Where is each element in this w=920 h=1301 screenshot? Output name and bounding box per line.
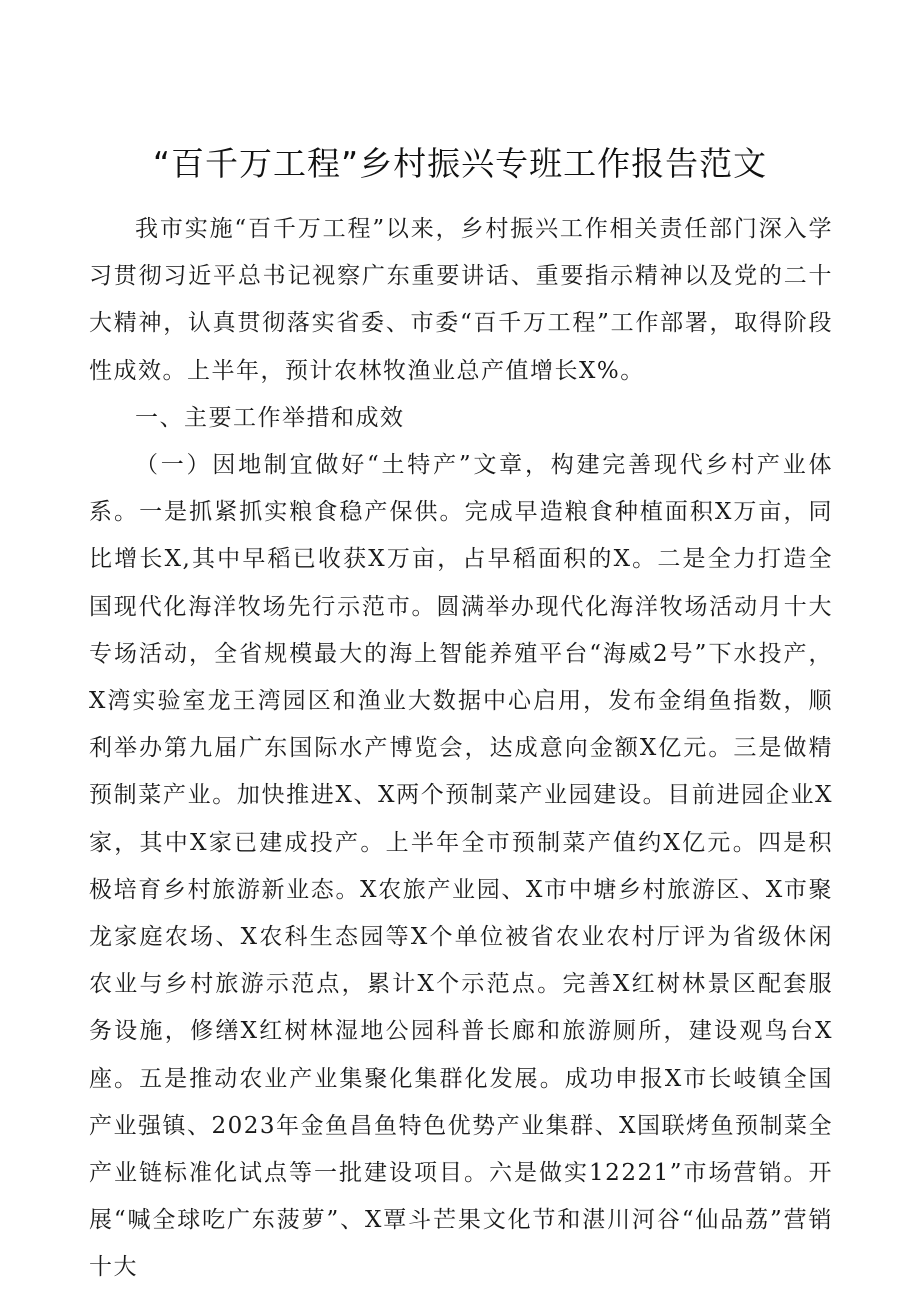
- section-heading: 一、主要工作举措和成效: [135, 404, 405, 431]
- document-body: [89, 206, 833, 1292]
- intro-paragraph: 我市实施“百千万工程”以来，乡村振兴工作相关责任部门深入学习贯彻习近平总书记视察广东重要讲话、重要指示精神以及党的二十大精神，认真贯彻落实省委、市委“百千万工程”工作部署，取得阶段性成效。上半年，预计农林牧渔业总产值增长X%。: [89, 216, 833, 384]
- document-title: “百千万工程”乡村振兴专班工作报告范文: [152, 144, 768, 183]
- section-paragraph: （一）因地制宜做好“土特产”文章，构建完善现代乡村产业体系。一是抓紧抓实粮食稳产保供。完成早造粮食种植面积X万亩，同比增长X,其中早稻已收获X万亩，占早稻面积的X。二是全力打造全国现代化海洋牧场先行示范市。圆满举办现代化海洋牧场活动月十大专场活动，全省规模最大的海上智能养殖平台“海威2号”下水投产，X湾实验室龙王湾园区和渔业大数据中心启用，发布金绢鱼指数，顺利举办第九届广东国际水产博览会，达成意向金额X亿元。三是做精预制菜产业。加快推进X、X两个预制菜产业园建设。目前进园企业X家，其中X家已建成投产。上半年全市预制菜产值约X亿元。四是积极培育乡村旅游新业态。X农旅产业园、X市中塘乡村旅游区、X市聚龙家庭农场、X农科生态园等X个单位被省农业农村厅评为省级休闲农业与乡村旅游示范点，累计X个示范点。完善X红树林景区配套服务设施，修缮X红树林湿地公园科普长廊和旅游厕所，建设观鸟台X座。五是推动农业产业集聚化集群化发展。成功申报X市长岐镇全国产业强镇、2023年金鱼昌鱼特色优势产业集群、X国联烤鱼预制菜全产业链标准化试点等一批建设项目。六是做实12221”市场营销。开展“喊全球吃广东菠萝”、X覃斗芒果文化节和湛川河谷“仙品荔”营销十大: [89, 452, 833, 1281]
